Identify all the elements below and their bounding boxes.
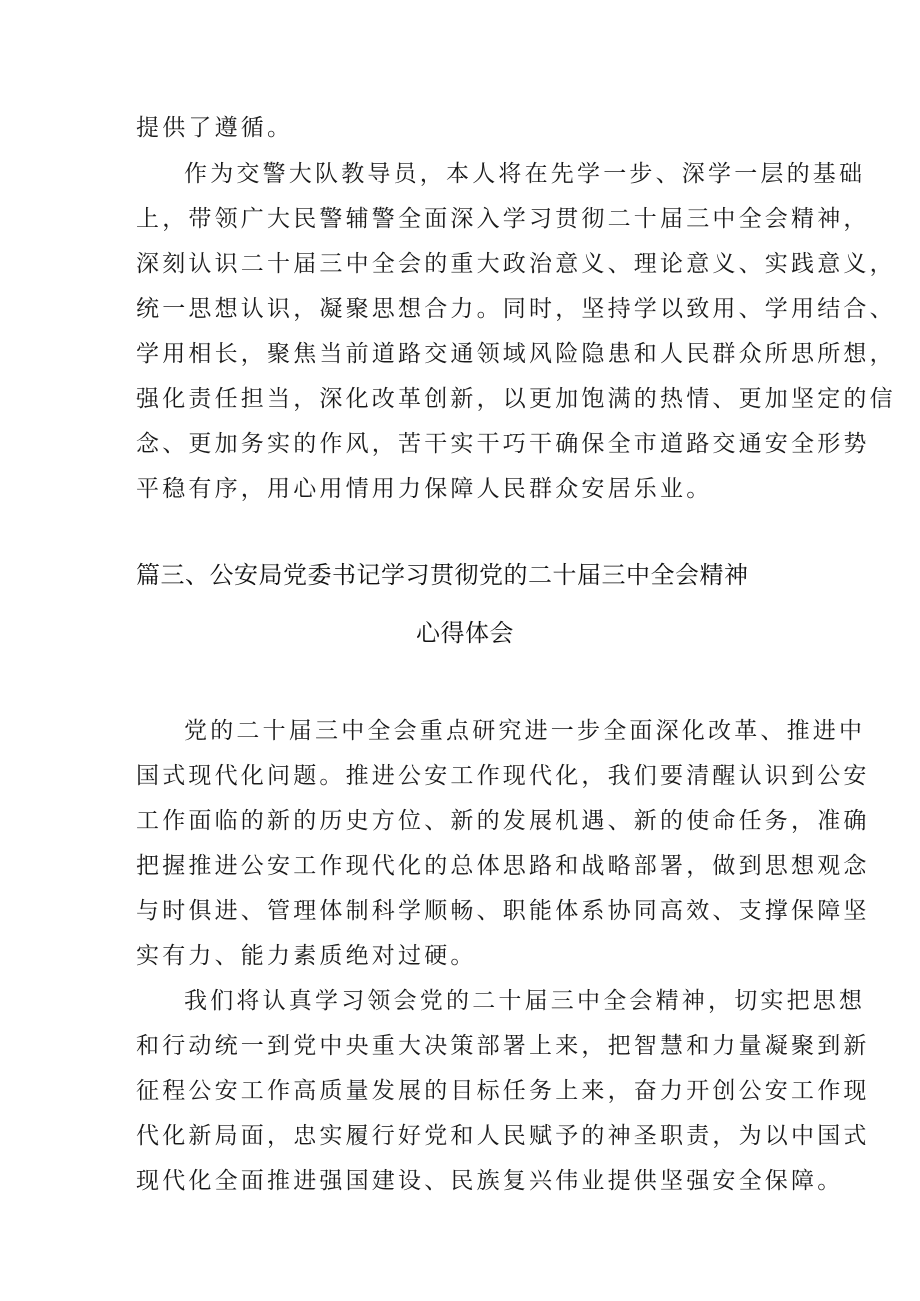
paragraph-line: 强化责任担当，深化改革创新，以更加饱满的热情、更加坚定的信 bbox=[136, 386, 896, 412]
paragraph-line: 征程公安工作高质量发展的目标任务上来，奋力开创公安工作现 bbox=[136, 1078, 870, 1104]
paragraph-line: 平稳有序，用心用情用力保障人民群众安居乐业。 bbox=[136, 476, 713, 502]
paragraph-line: 提供了遵循。 bbox=[136, 115, 294, 141]
paragraph-line: 实有力、能力素质绝对过硬。 bbox=[136, 943, 477, 969]
paragraph-line: 念、更加务实的作风，苦干实干巧干确保全市道路交通安全形势 bbox=[136, 431, 870, 457]
paragraph-line: 把握推进公安工作现代化的总体思路和战略部署，做到思想观念 bbox=[136, 853, 870, 879]
paragraph-line: 代化新局面，忠实履行好党和人民赋予的神圣职责，为以中国式 bbox=[136, 1123, 870, 1149]
paragraph-line: 我们将认真学习领会党的二十届三中全会精神，切实把思想 bbox=[184, 988, 866, 1014]
paragraph-line: 工作面临的新的历史方位、新的发展机遇、新的使命任务，准确 bbox=[136, 808, 870, 834]
paragraph-line: 作为交警大队教导员，本人将在先学一步、深学一层的基础 bbox=[184, 161, 866, 187]
section-title-line-2: 心得体会 bbox=[416, 619, 514, 647]
paragraph-line: 深刻认识二十届三中全会的重大政治意义、理论意义、实践意义， bbox=[136, 251, 896, 277]
paragraph-line: 与时俱进、管理体制科学顺畅、职能体系协同高效、支撑保障坚 bbox=[136, 898, 870, 924]
paragraph-line: 上，带领广大民警辅警全面深入学习贯彻二十届三中全会精神， bbox=[136, 206, 870, 232]
paragraph-line: 和行动统一到党中央重大决策部署上来，把智慧和力量凝聚到新 bbox=[136, 1033, 870, 1059]
paragraph-line: 统一思想认识，凝聚思想合力。同时，坚持学以致用、学用结合、 bbox=[136, 296, 896, 322]
paragraph-line: 国式现代化问题。推进公安工作现代化，我们要清醒认识到公安 bbox=[136, 763, 870, 789]
section-title-line-1: 篇三、公安局党委书记学习贯彻党的二十届三中全会精神 bbox=[136, 561, 749, 589]
paragraph-line: 学用相长，聚焦当前道路交通领域风险隐患和人民群众所思所想， bbox=[136, 341, 896, 367]
paragraph-line: 党的二十届三中全会重点研究进一步全面深化改革、推进中 bbox=[184, 718, 866, 744]
paragraph-line: 现代化全面推进强国建设、民族复兴伟业提供坚强安全保障。 bbox=[136, 1168, 844, 1194]
